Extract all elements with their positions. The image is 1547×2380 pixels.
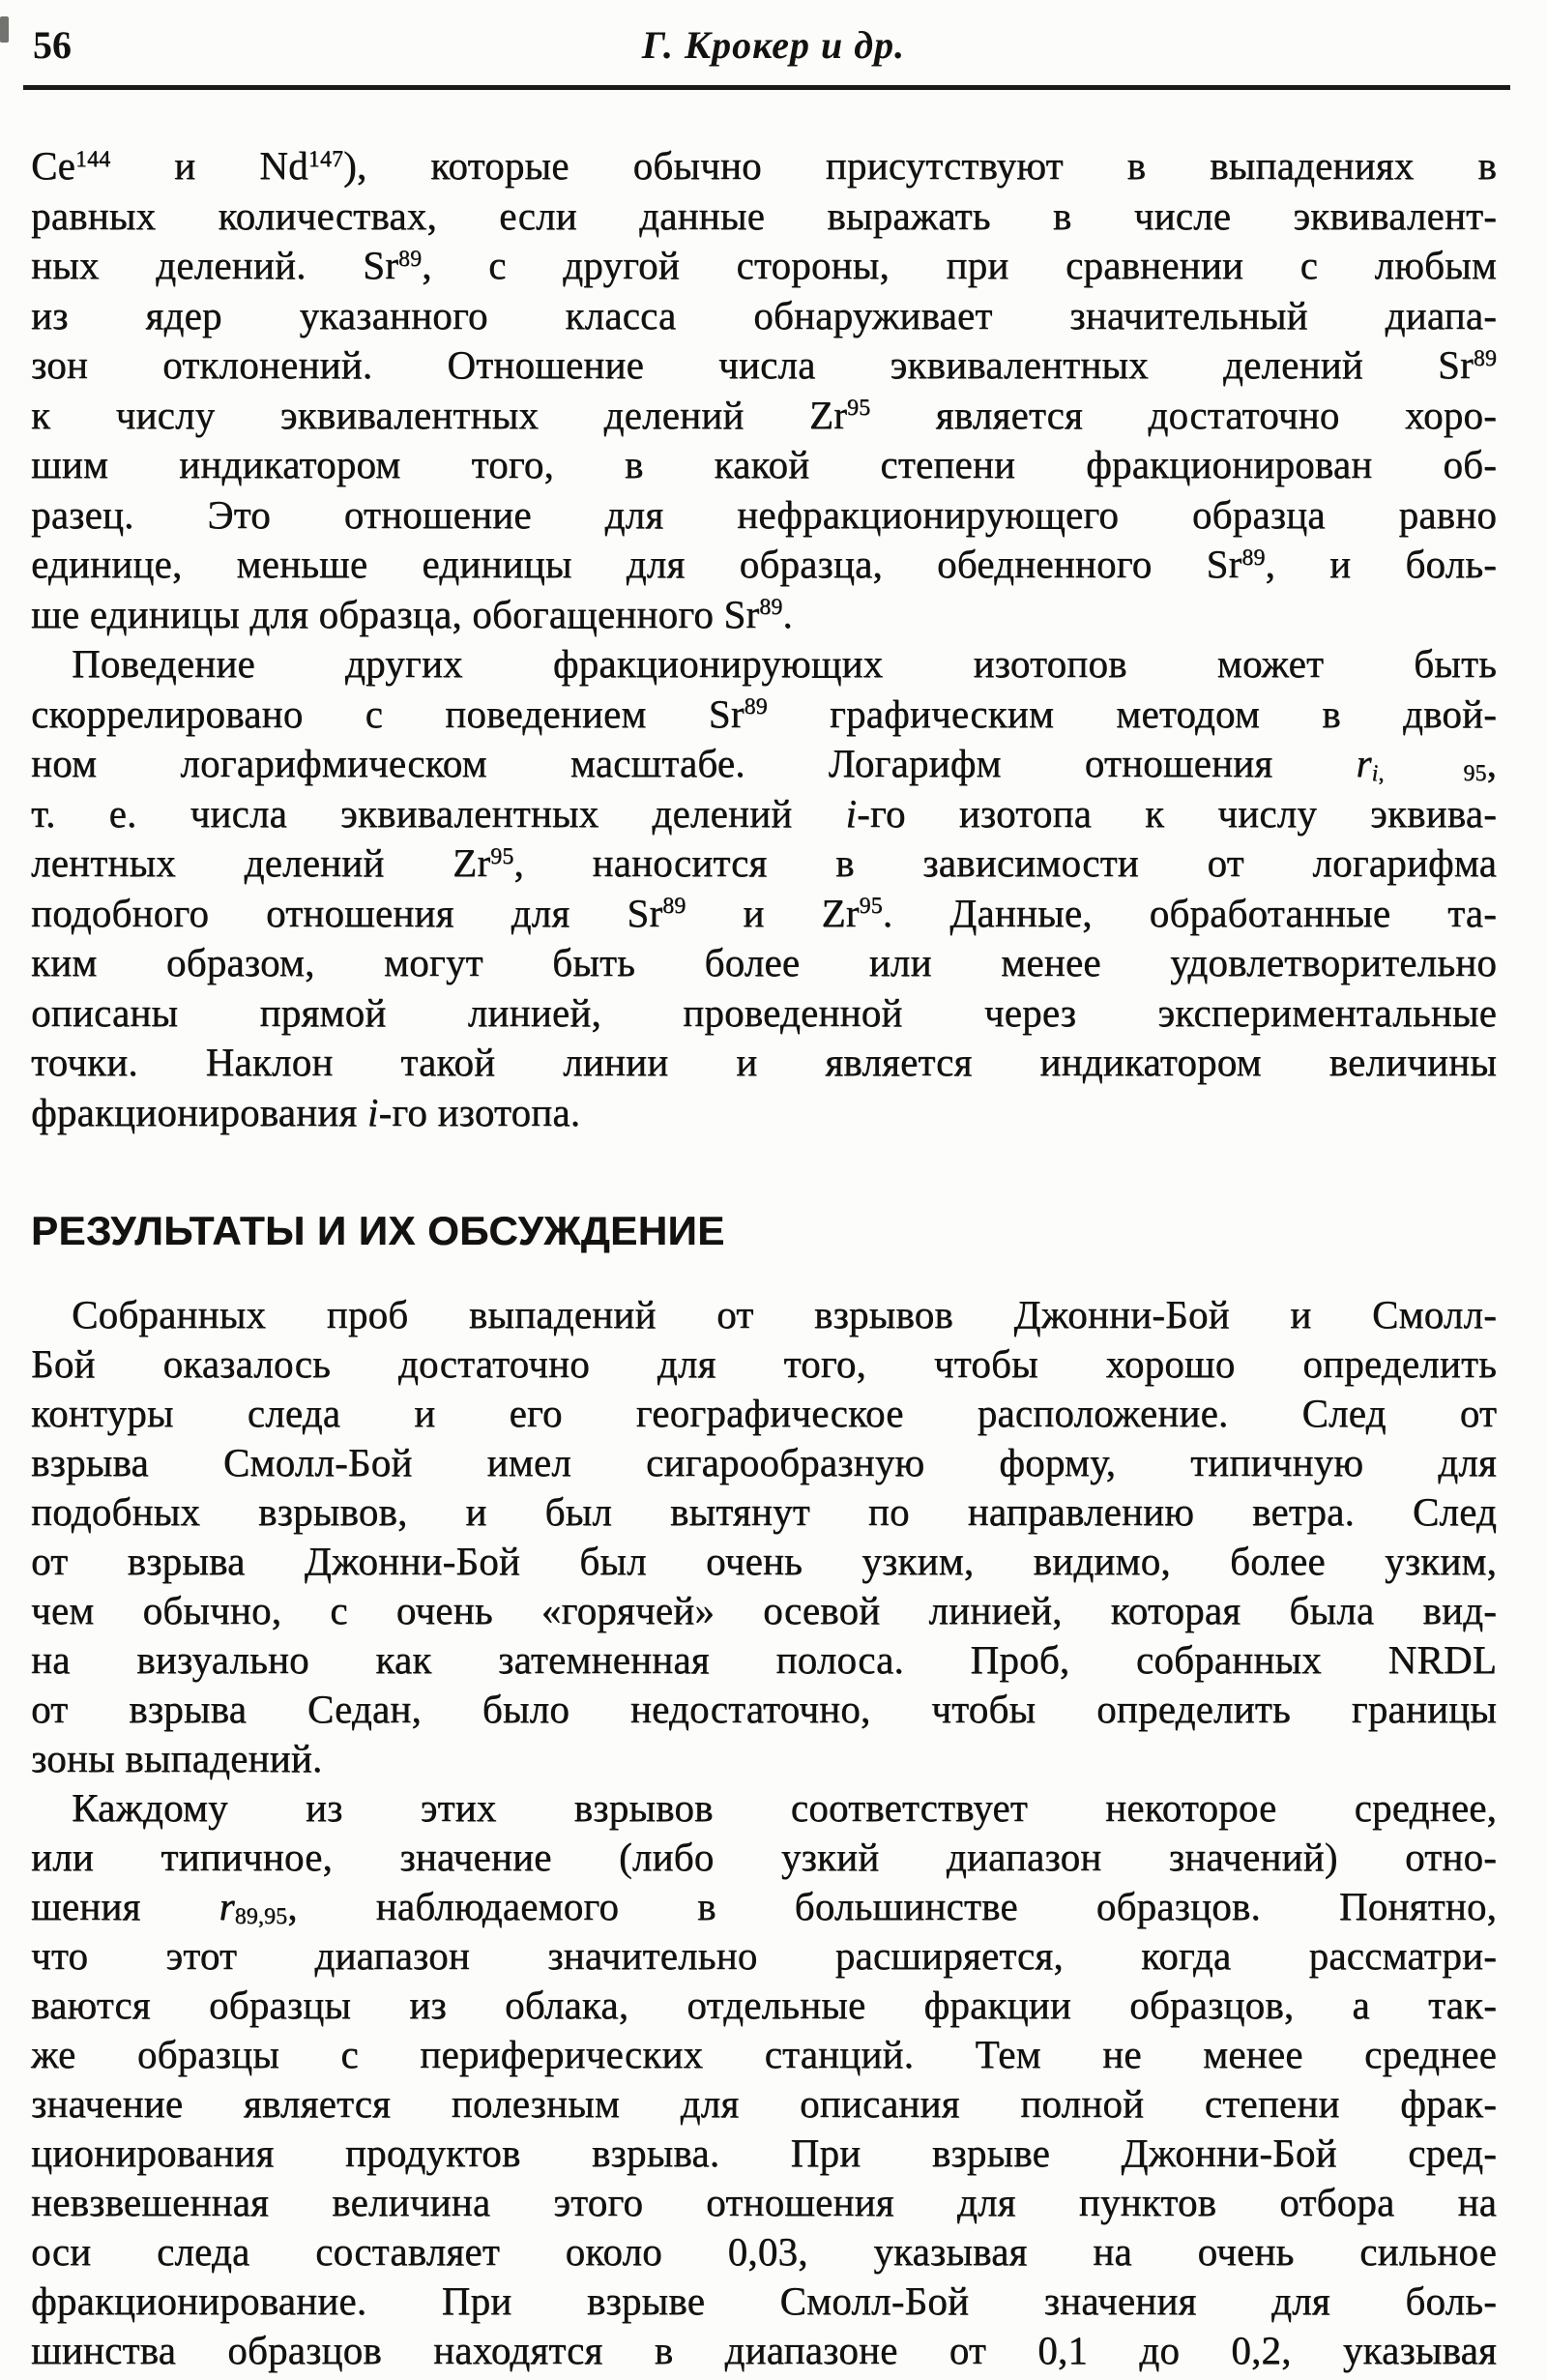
text-line: шим индикатором того, в какой степени фракционирован об- [31,442,1497,486]
text-line: ваются образцы из облака, отдельные фракции образцов, а так- [31,1983,1497,2027]
text-line: описаны прямой линией, проведенной через экспериментальные [31,989,1497,1035]
text-line: на визуально как затемненная полоса. Проб, собранных NRDL [31,1637,1497,1682]
running-title: Г. Крокер и др. [641,23,906,67]
paragraph [31,1783,1497,2375]
text-line: оси следа составляет около 0,03, указывая на очень сильное [31,2229,1497,2274]
text-line: же образцы с периферических станций. Тем не менее среднее [31,2032,1497,2076]
page-number: 56 [33,23,72,67]
text-line: контуры следа и его географическое расположение. След от [31,1391,1497,1435]
text-line: фракционирования i-го изотопа. [31,1089,581,1134]
text-line: подобного отношения для Sr$^{89}$ и Zr$^{95}$. Данные, обработанные та- [31,890,1497,935]
paragraph [31,639,1497,1137]
text-line: Собранных проб выпадений от взрывов Джонни-Бой и Смолл- [72,1292,1497,1337]
text-line: от взрыва Джонни-Бой был очень узким, видимо, более узким, [31,1539,1497,1583]
text-line: Поведение других фракционирующих изотопов может быть [72,641,1497,686]
text-line: равных количествах, если данные выражать в числе эквивалент- [31,192,1497,238]
text-line: лентных делений Zr$^{95}$, наносится в зависимости от логарифма [31,840,1497,885]
text-line: ных делений. Sr$^{89}$, с другой стороны, при сравнении с любым [31,243,1498,287]
text-line: ким образом, могут быть более или менее удовлетворительно [31,940,1497,984]
page-header [0,23,1547,70]
text-line: от взрыва Седан, было недостаточно, чтобы определить границы [31,1687,1497,1731]
text-line: ше единицы для образца, обогащенного Sr$^{89}$. [31,591,793,636]
intro-text-block [31,141,1497,1137]
text-line: к числу эквивалентных делений Zr$^{95}$ является достаточно хоро- [31,392,1497,437]
header-rule [23,85,1510,90]
text-line: зон отклонений. Отношение числа эквивалентных делений Sr$^{89}$ [31,342,1497,387]
text-line: или типичное, значение (либо узкий диапазон значений) отно- [31,1835,1497,1879]
text-line: что этот диапазон значительно расширяется, когда рассматри- [31,1933,1497,1978]
text-line: разец. Это отношение для нефракционирующего образца равно [31,491,1497,537]
text-line: зоны выпадений. [31,1736,323,1780]
text-line: Каждому из этих взрывов соответствует некоторое среднее, [72,1785,1497,1830]
paragraph [31,1290,1497,1783]
text-line: фракционирование. При взрыве Смолл-Бой значения для боль- [31,2278,1497,2323]
text-line: значение является полезным для описания полной степени фрак- [31,2081,1497,2126]
text-line: чем обычно, с очень «горячей» осевой линией, которая была вид- [31,1588,1497,1632]
paragraph [31,141,1497,639]
text-line: Бой оказалось достаточно для того, чтобы хорошо определить [31,1341,1497,1386]
text-line: точки. Наклон такой линии и является индикатором величины [31,1040,1497,1084]
text-line: шинства образцов находятся в диапазоне от 0,1 до 0,2, указывая [31,2328,1497,2372]
text-line: единице, меньше единицы для образца, обедненного Sr$^{89}$, и боль- [31,542,1498,586]
text-line: невзвешенная величина этого отношения для пунктов отбора на [31,2180,1497,2224]
results-text-block [31,1290,1497,2375]
text-line: т. е. числа эквивалентных делений i-го изотопа к числу эквива- [31,790,1497,836]
text-line: шения $r_{89,95}$, наблюдаемого в большинстве образцов. Понятно, [31,1884,1497,1930]
section-heading: РЕЗУЛЬТАТЫ И ИХ ОБСУЖДЕНИЕ [31,1208,725,1253]
text-line: из ядер указанного класса обнаруживает значительный диапа- [31,292,1497,338]
text-line: подобных взрывов, и был вытянут по направлению ветра. След [31,1489,1497,1534]
text-line: Ce$^{144}$ и Nd$^{147}$), которые обычно присутствуют в выпадениях в [31,143,1497,188]
text-line: скоррелировано с поведением Sr$^{89}$ графическим методом в двой- [31,690,1497,736]
text-line: взрыва Смолл-Бой имел сигарообразную форму, типичную для [31,1440,1497,1484]
text-line: ном логарифмическом масштабе. Логарифм отношения $r_{i, 95}$, [31,741,1497,787]
text-line: ционирования продуктов взрыва. При взрыве Джонни-Бой сред- [31,2130,1497,2175]
